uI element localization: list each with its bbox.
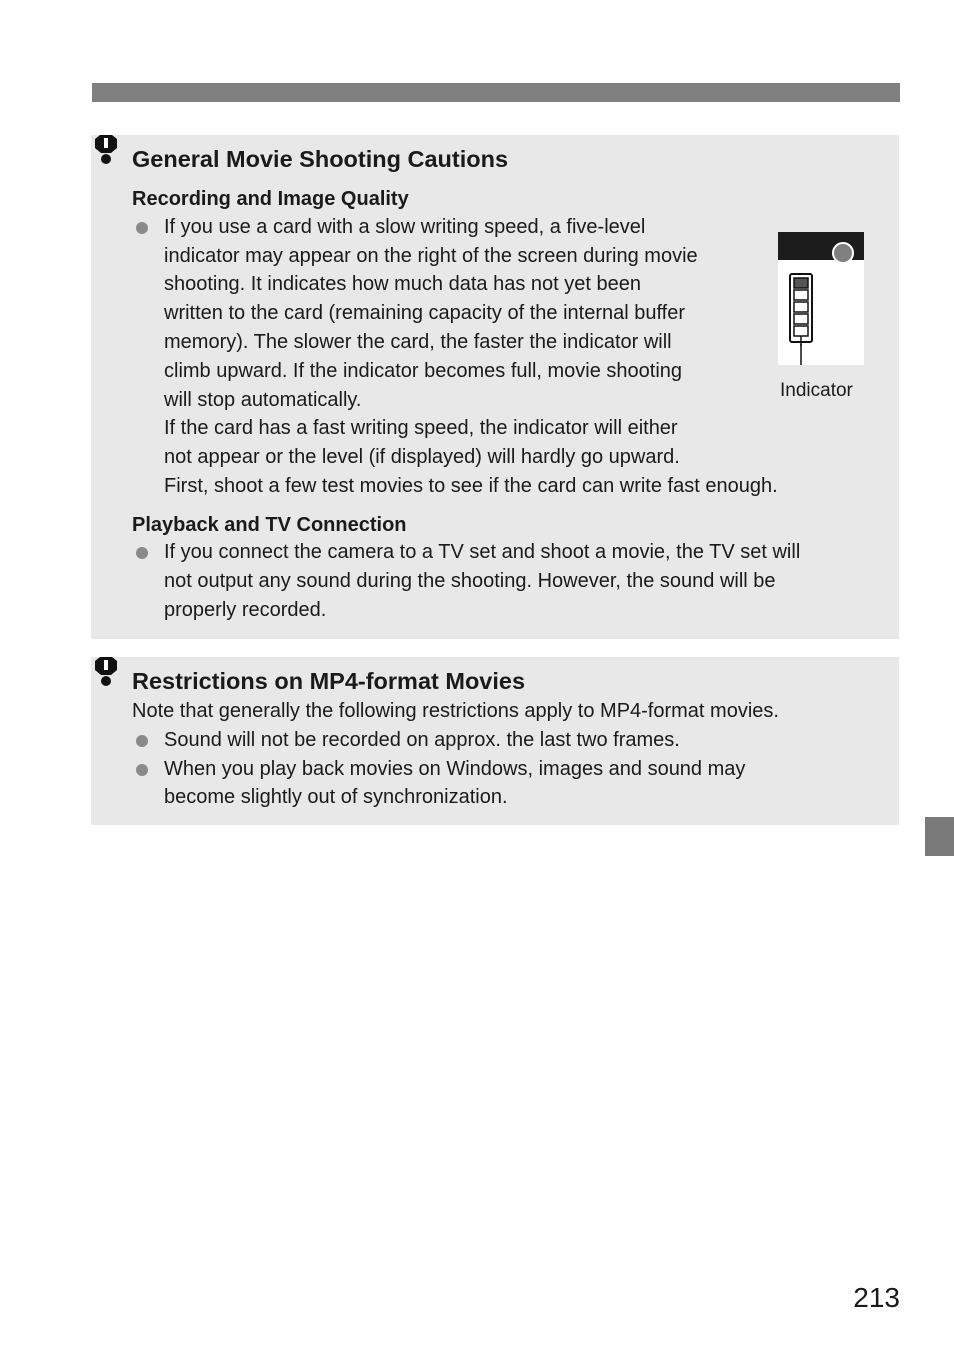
recording-line: will stop automatically. [164,389,362,411]
recording-line: not appear or the level (if displayed) will hardly go upward. [164,446,680,468]
subtitle-playback: Playback and TV Connection [132,514,407,536]
bullet-dot-icon [136,222,148,234]
header-bar [92,83,900,102]
chapter-side-tab [925,817,954,856]
bullet-dot-icon [136,764,148,776]
recording-line: First, shoot a few test movies to see if the card can write fast enough. [164,475,778,497]
buffer-indicator-figure [778,232,864,365]
caution-icon [91,655,121,687]
five-level-indicator-icon [788,272,814,346]
leader-line [800,344,804,365]
mp4-bullet-2-line: When you play back movies on Windows, images and sound may [164,758,746,780]
recording-line: indicator may appear on the right of the screen during movie [164,245,698,267]
recording-line: If you use a card with a slow writing speed, a five-level [164,216,646,238]
playback-line: properly recorded. [164,599,327,621]
figure-caption: Indicator [780,380,853,401]
playback-line: If you connect the camera to a TV set and shoot a movie, the TV set will [164,541,801,563]
recording-line: If the card has a fast writing speed, the indicator will either [164,417,678,439]
section-title-general: General Movie Shooting Cautions [132,146,509,172]
record-dot-icon [832,242,854,264]
recording-line: climb upward. If the indicator becomes full, movie shooting [164,360,683,382]
mp4-intro: Note that generally the following restrictions apply to MP4-format movies. [132,700,779,722]
bullet-dot-icon [136,547,148,559]
mp4-restrictions-box [91,657,899,825]
bullet-dot-icon [136,735,148,747]
recording-line: memory). The slower the card, the faster the indicator will [164,331,672,353]
mp4-bullet-1: Sound will not be recorded on approx. the last two frames. [164,729,680,751]
mp4-bullet-2-line: become slightly out of synchronization. [164,786,508,808]
playback-line: not output any sound during the shooting. However, the sound will be [164,570,776,592]
section-title-mp4: Restrictions on MP4-format Movies [132,668,526,694]
general-cautions-box [91,135,899,639]
subtitle-recording: Recording and Image Quality [132,188,409,210]
page-number: 213 [853,1282,900,1313]
caution-icon [91,133,121,165]
recording-line: shooting. It indicates how much data has not yet been [164,273,641,295]
recording-line: written to the card (remaining capacity of the internal buffer [164,302,686,324]
